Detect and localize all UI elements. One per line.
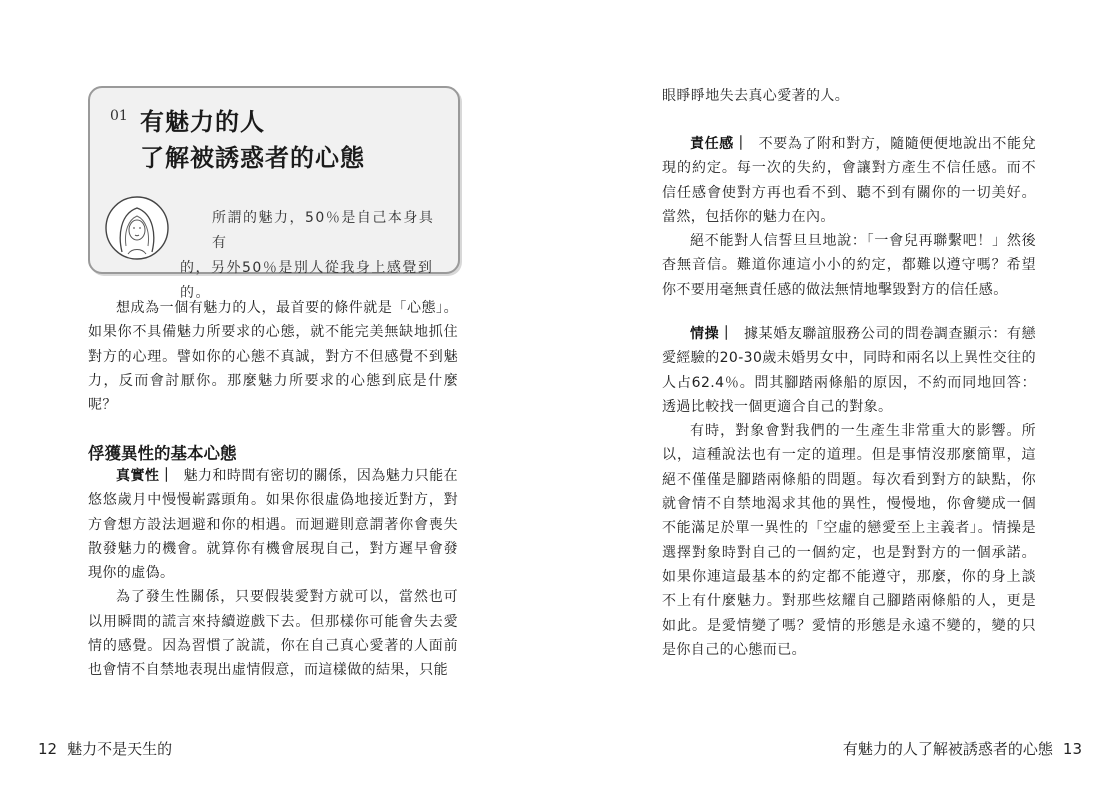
left-running-head: 魅力不是天生的 [67, 740, 173, 758]
fidelity-block [662, 322, 1036, 662]
sincerity-text: 魅力和時間有密切的關係，因為魅力只能在悠悠歲月中慢慢嶄露頭角。如果你很虛偽地接近對方，對方會想方設法迴避和你的相遇。而迴避則意謂著你會喪失散發魅力的機會。就算你有機會展現自己，對方遲早會發現你的虛偽。 [88, 468, 458, 582]
responsibility-paragraph [662, 132, 1036, 229]
right-footer [843, 738, 1082, 759]
continuation-block [662, 84, 1036, 108]
section-heading: 俘獲異性的基本心態 [88, 444, 237, 463]
chapter-number: 01 [110, 108, 128, 124]
left-footer [38, 738, 172, 759]
keyword-sincerity: 真實性｜ [116, 468, 174, 484]
right-page-number: 13 [1062, 740, 1082, 758]
chapter-title-line-1: 有魅力的人 [140, 108, 265, 136]
chapter-title-line-2: 了解被誘惑者的心態 [140, 144, 365, 172]
final-paragraph: 有時，對象會對我們的一生產生非常重大的影響。所以，這種說法也有一定的道理。但是事情沒那麼簡單，這絕不僅僅是腳踏兩條船的問題。每次看到對方的缺點，你就會情不自禁地渴求其他的異性，慢慢地，你會變成一個不能滿足於單一異性的「空虛的戀愛至上主義者」。情操是選擇對象時對自己的一個約定，也是對對方的一個承諾。如果你連這最基本的約定都不能遵守，那麼，你的身上談不上有什麼魅力。對那些炫耀自己腳踏兩條船的人，更是如此。是愛情變了嗎？愛情的形態是永遠不變的，變的只是你自己的心態而已。 [662, 423, 1036, 658]
promise-paragraph: 絕不能對人信誓旦旦地說：「一會兒再聯繫吧！」然後杳無音信。難道你連這小小的約定，都難以遵守嗎？希望你不要用毫無責任感的做法無情地擊毀對方的信任感。 [662, 233, 1036, 298]
quote-line-1: 所謂的魅力，50％是自己本身具有 [212, 210, 435, 251]
responsibility-block [662, 132, 1036, 302]
chapter-title-box [88, 86, 460, 301]
right-page [560, 0, 1120, 800]
fidelity-text: 據某婚友聯誼服務公司的問卷調查顯示：有戀愛經驗的20-30歲未婚男女中，同時和兩名以上異性交往的人占62.4％。問其腳踏兩條船的原因，不約而同地回答：透過比較找一個更適合自己的對象。 [662, 326, 1036, 415]
keyword-fidelity: 情操｜ [690, 326, 734, 342]
body-paragraph-2: 為了發生性關係，只要假裝愛對方就可以，當然也可以用瞬間的謊言來持續遊戲下去。但那樣你可能會失去愛情的感覺。因為習慣了說謊，你在自己真心愛著的人面前也會情不自禁地表現出虛情假意，而這樣做的結果，只能 [88, 589, 458, 679]
responsibility-text: 不要為了附和對方，隨隨便便地說出不能兌現的約定。每一次的失約，會讓對方產生不信任感。而不信任感會使對方再也看不到、聽不到有關你的一切美好。當然，包括你的魅力在內。 [662, 136, 1036, 225]
sincerity-paragraph [88, 464, 458, 585]
chapter-quote [180, 206, 446, 306]
sincerity-block [88, 464, 458, 683]
woman-portrait-icon [104, 192, 170, 264]
intro-paragraph: 想成為一個有魅力的人，最首要的條件就是「心態」。如果你不具備魅力所要求的心態，就不能完美無缺地抓住對方的心理。譬如你的心態不真誠，對方不但感覺不到魅力，反而會討厭你。那麼魅力所要求的心態到底是什麼呢？ [88, 300, 458, 414]
left-page-number: 12 [38, 740, 58, 758]
fidelity-paragraph [662, 322, 1036, 419]
quote-line-2: 的，另外50％是別人從我身上感覺到的。 [180, 260, 434, 301]
keyword-responsibility: 責任感｜ [690, 136, 749, 152]
continuation-text: 眼睜睜地失去真心愛著的人。 [662, 88, 850, 104]
right-running-head: 有魅力的人了解被誘惑者的心態 [842, 740, 1053, 758]
intro-block [88, 296, 458, 417]
